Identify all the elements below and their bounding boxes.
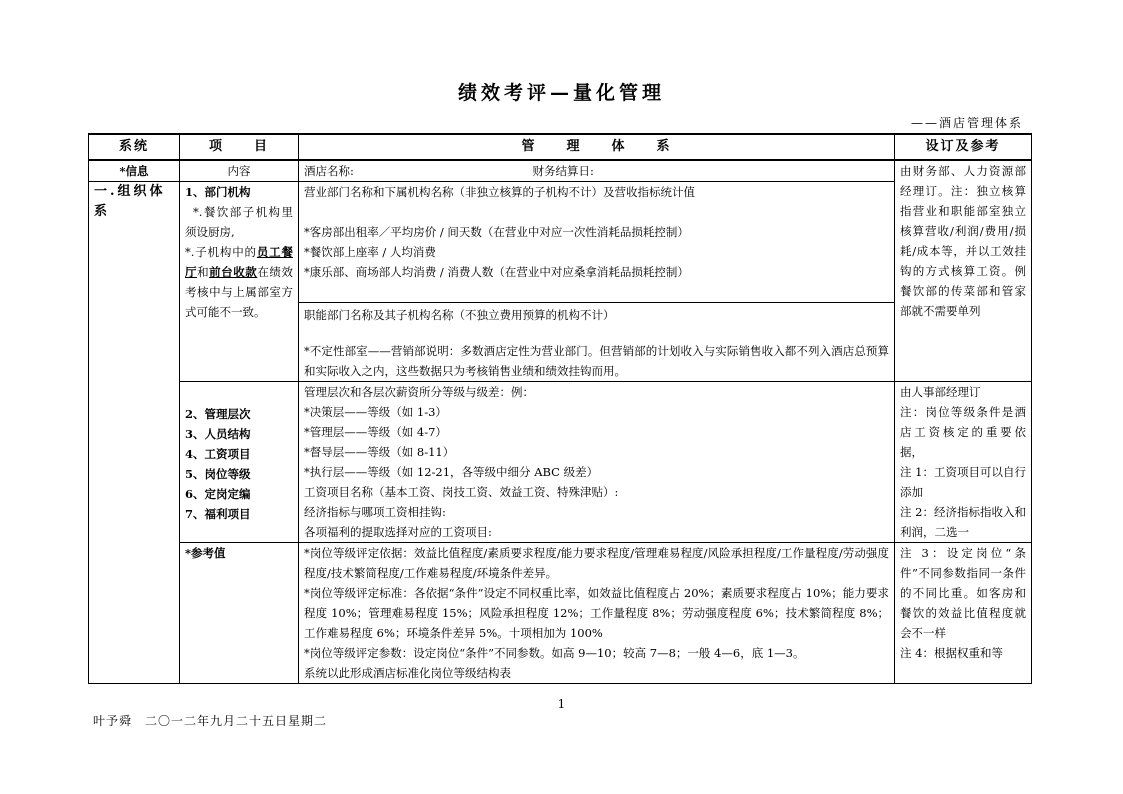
item-dept-title: 1、部门机构: [185, 185, 251, 199]
org-row-3: [89, 543, 1032, 684]
page-subtitle: ——酒店管理体系: [910, 116, 1023, 130]
ref-p4: 系统以此形成酒店标准化岗位等级结构表: [304, 666, 511, 680]
system-org: 一.组织体系: [89, 182, 180, 684]
levels-line-1: *决策层——等级（如 1-3）: [304, 405, 447, 419]
ref-p1: *岗位等级评定依据：效益比值程度/素质要求程度/能力要求程度/管理难易程度/风险承担程度/工作量程度/劳动强度程度/技术繁简程度/工作难易程度/环境条件差异。: [304, 546, 889, 580]
ref-label: *参考值: [180, 543, 299, 684]
footer-author-date: 叶予舜 二〇一二年九月二十五日星期二: [93, 714, 328, 728]
page-number: 1: [557, 697, 566, 711]
biz-line-2: *客房部出租率／平均房价 / 间天数（在营业中对应一次性消耗品损耗控制）: [304, 225, 689, 239]
item-7: 7、福利项目: [185, 507, 251, 521]
items-list: [180, 382, 299, 543]
ref-p2: *岗位等级评定标准：各依据“条件”设定不同权重比率，如效益比值程度占 20%；素质要求程度占 10%；能力要求程度 10%；管理难易程度 15%；风险承担程度 12%；工作量程度 8%；劳动强度程度 6%；技术繁简程度 8%；工作难易程度 6%；环境条件差异 5%。十项相加为 100%: [304, 586, 889, 640]
design-2-line-3: 注 2：经济指标指收入和利润，二选一: [900, 505, 1026, 539]
header-row: [89, 134, 1032, 160]
levels-line-6: 经济指标与哪项工资相挂钩:: [304, 505, 446, 519]
ref-p3: *岗位等级评定参数：设定岗位“条件”不同参数。如高 9—10；较高 7—8；一般 4—6，底 1—3。: [304, 646, 805, 660]
biz-line-4: *康乐部、商场部人均消费 / 消费人数（在营业中对应桑拿消耗品损耗控制）: [304, 265, 689, 279]
item-dept-note-a: *.餐饮部子机构里须设厨房,: [185, 205, 293, 239]
design-note-2: [895, 382, 1032, 543]
levels-cell: [299, 382, 895, 543]
item-4: 4、工资项目: [185, 447, 251, 461]
item-2: 2、管理层次: [185, 407, 251, 421]
levels-line-5: 工资项目名称（基本工资、岗技工资、效益工资、特殊津贴）:: [304, 485, 619, 499]
item-6: 6、定岗定编: [185, 487, 251, 501]
info-row: [89, 160, 1032, 182]
biz-dept-box: [299, 182, 894, 303]
org-row-2: [89, 382, 1032, 543]
func-line-1: 职能部门名称及其子机构名称（不独立费用预算的机构不计）: [304, 308, 615, 322]
header-project: 项 目: [180, 134, 299, 160]
design-2-line-2: 注 1：工资项目可以自行添加: [900, 465, 1026, 499]
header-mgmt: 管 理 体 系: [299, 134, 895, 160]
item-5: 5、岗位等级: [185, 467, 251, 481]
settlement-date-label: 财务结算日:: [532, 164, 594, 178]
func-line-2: *不定性部室——营销部说明：多数酒店定性为营业部门。但营销部的计划收入与实际销售收入都不列入酒店总预算和实际收入之内，这些数据只为考核销售业绩和绩效挂钩而用。: [304, 344, 889, 378]
item-3: 3、人员结构: [185, 427, 251, 441]
design-2-line-1: 注：岗位等级条件是酒店工资核定的重要依据，: [900, 405, 1026, 459]
design-2-line-0: 由人事部经理订: [900, 385, 981, 399]
org-row-1: [89, 182, 1032, 382]
design-3-line-0: 注 3：设定岗位“条件”不同参数指同一条件的不同比重。如客房和餐饮的效益比值程度就会不一样: [900, 546, 1026, 640]
ref-cell: [299, 543, 895, 684]
info-label: *信息: [89, 160, 180, 182]
design-note-3: [895, 543, 1032, 684]
levels-line-4: *执行层——等级（如 12-21，各等级中细分 ABC 级差）: [304, 465, 599, 479]
biz-line-3: *餐饮部上座率 / 人均消费: [304, 245, 436, 259]
management-table: [88, 133, 1032, 684]
design-3-line-1: 注 4：根据权重和等: [900, 646, 1003, 660]
item-dept: [180, 182, 299, 382]
func-dept-box: [299, 303, 894, 381]
header-system: 系统: [89, 134, 180, 160]
hotel-name-label: 酒店名称:: [304, 164, 354, 178]
info-fields: [299, 160, 895, 182]
design-note-1: 由财务部、人力资源部经理订。注：独立核算指营业和职能部室独立核算营收/利润/费用/损耗/成本等，并以工效挂钩的方式核算工资。例餐饮部的传菜部和管家部就不需要单列: [895, 160, 1032, 382]
info-content: 内容: [180, 160, 299, 182]
biz-line-1: 营业部门名称和下属机构名称（非独立核算的子机构不计）及营收指标统计值: [304, 185, 695, 199]
levels-line-3: *督导层——等级（如 8-11）: [304, 445, 455, 459]
dept-mgmt: [299, 182, 895, 382]
levels-line-7: 各项福利的提取选择对应的工资项目:: [304, 525, 492, 539]
levels-line-0: 管理层次和各层次薪资所分等级与级差：例：: [304, 385, 534, 399]
item-dept-note-b: *.子机构中的员工餐厅和前台收款在绩效考核中与上属部室方式可能不一致。: [185, 245, 294, 319]
header-design: 设订及参考: [895, 134, 1032, 160]
levels-line-2: *管理层——等级（如 4-7）: [304, 425, 447, 439]
page-title: 绩效考评—量化管理: [457, 82, 665, 104]
